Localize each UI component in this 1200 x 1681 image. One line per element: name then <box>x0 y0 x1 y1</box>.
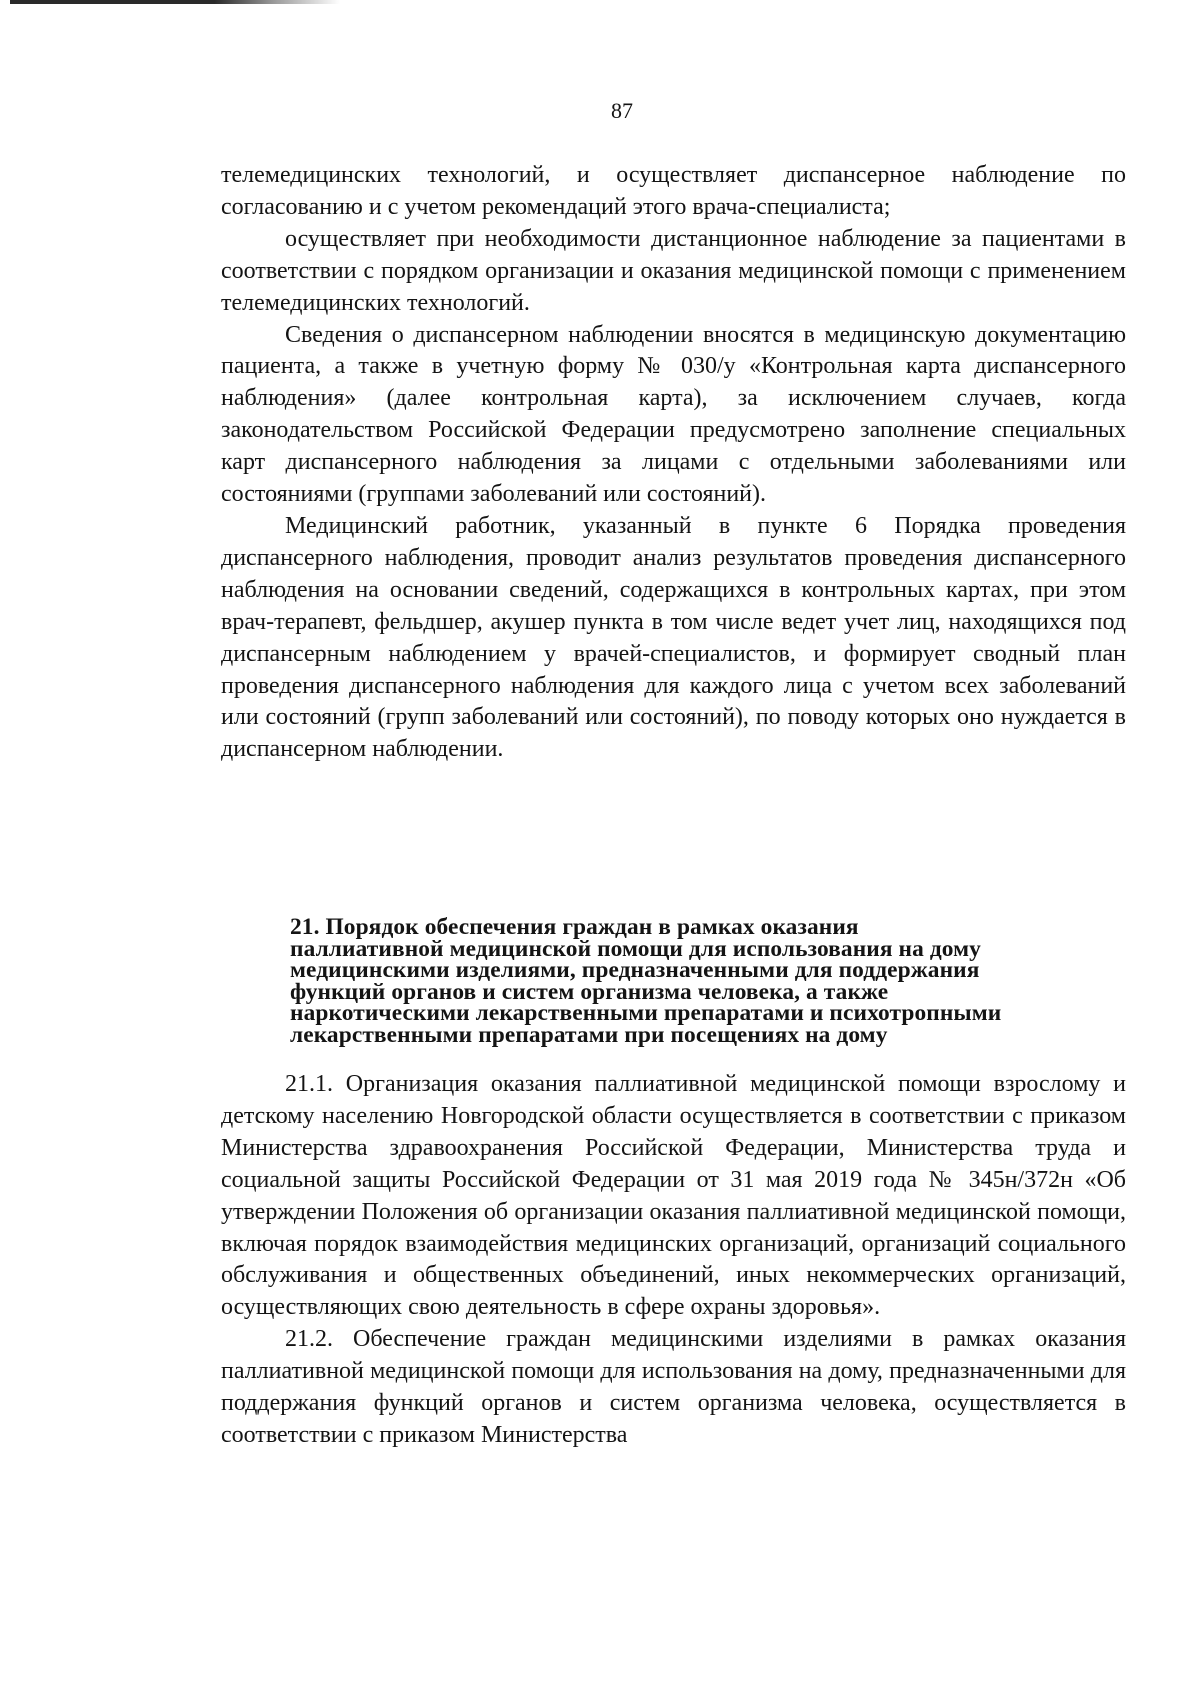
paragraph-analysis: Медицинский работник, указанный в пункте 6 Порядка проведения диспансерного наблюдения, проводит анализ результатов проведения диспансерного наблюдения на основании сведений, содержащихся в контрольных картах, при этом врач-терапевт, фельдшер, акушер пункта в том числе ведет учет лиц, находящихся под диспансерным наблюдением у врачей-специалистов, и формирует сводный план проведения диспансерного наблюдения для каждого лица с учетом всех заболеваний или состояний (групп заболеваний или состояний), по поводу которых оно нуждается в диспансерном наблюдении. <box>221 512 1126 763</box>
section-heading-line: наркотическими лекарственными препаратами и психотропными <box>290 1000 1002 1027</box>
paragraph-records: Сведения о диспансерном наблюдении вносятся в медицинскую документацию пациента, а также в учетную форму № 030/у «Контрольная карта диспансерного наблюдения» (далее контрольная карта), за исключением случаев, когда законодательством Российской Федерации предусмотрено заполнение специальных карт диспансерного наблюдения за лицами с отдельными заболеваниями или состояниями (группами заболеваний или состояний). <box>221 321 1126 508</box>
paragraph-continuation: телемедицинских технологий, и осуществляет диспансерное наблюдение по согласованию и с учетом рекомендаций этого врача-специалиста; <box>221 162 1126 220</box>
section-heading-line: паллиативной медицинской помощи для использования на дому <box>290 935 981 962</box>
page-number: 87 <box>611 98 633 123</box>
scan-edge-mark <box>10 0 340 4</box>
paragraph-21-1: 21.1. Организация оказания паллиативной медицинской помощи взрослому и детскому населению Новгородской области осуществляется в соответствии с приказом Министерства здравоохранения Российской Федерации, Министерства труда и социальной защиты Российской Федерации от 31 мая 2019 года № 345н/372н «Об утверждении Положения об организации оказания паллиативной медицинской помощи, включая порядок взаимодействия медицинских организаций, организаций социального обслуживания и общественных объединений, иных некоммерческих организаций, осуществляющих свою деятельность в сфере охраны здоровья». <box>221 1071 1126 1321</box>
section-heading-line: 21. Порядок обеспечения граждан в рамках оказания <box>290 914 859 940</box>
paragraph-remote-monitoring: осуществляет при необходимости дистанционное наблюдение за пациентами в соответствии с порядком организации и оказания медицинской помощи с применением телемедицинских технологий. <box>221 225 1126 316</box>
section-heading-line: медицинскими изделиями, предназначенными для поддержания <box>290 957 980 984</box>
body-text-after-heading <box>221 1069 1126 1452</box>
paragraph-21-2: 21.2. Обеспечение граждан медицинскими изделиями в рамках оказания паллиативной медицинской помощи для использования на дому, предназначенными для поддержания функций органов и систем организма человека, осуществляется в соответствии с приказом Министерства <box>221 1326 1126 1448</box>
section-heading <box>290 914 1120 1048</box>
section-heading-line: функций органов и систем организма человека, а также <box>290 978 889 1005</box>
section-heading-line: лекарственными препаратами при посещениях на дому <box>290 1021 888 1048</box>
body-text-before-heading <box>221 160 1126 766</box>
